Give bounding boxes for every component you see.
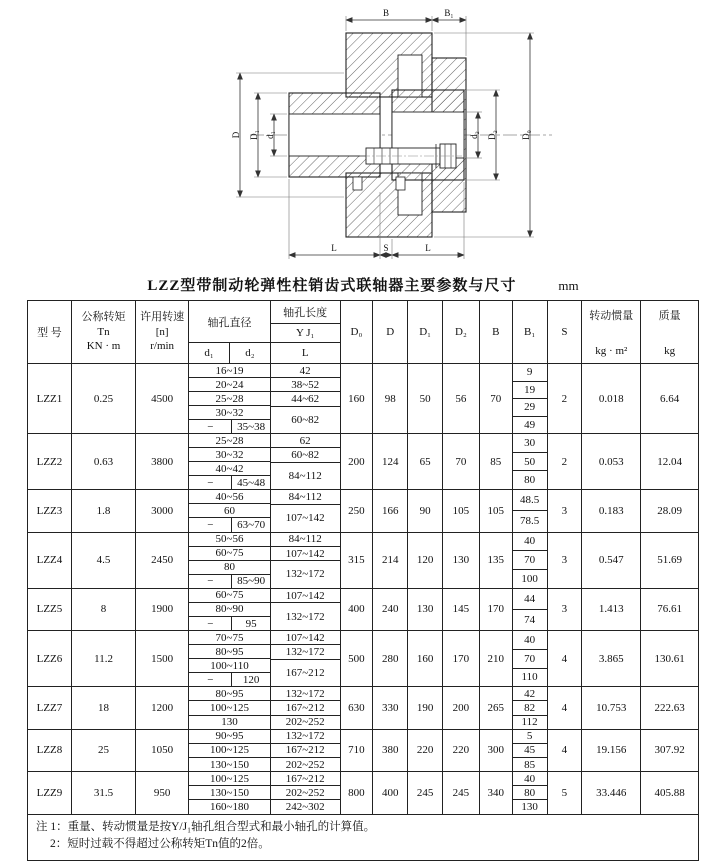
cell-D2: 130: [442, 533, 479, 588]
header-speed: [135, 301, 188, 363]
cell-B1-values: [512, 589, 547, 630]
table-row-lzz9: [28, 771, 698, 813]
note-2: 2：短时过载不得超过公称转矩Tn值的2倍。: [50, 838, 270, 851]
B1-value: 70: [513, 550, 547, 569]
cell-D0: 200: [340, 434, 373, 489]
length-range: 167~212: [271, 700, 340, 714]
bore-range: 80: [189, 560, 270, 574]
bore-d1-value: −: [207, 519, 214, 531]
cell-speed: 3000: [135, 490, 188, 531]
dim-B: B: [382, 8, 390, 18]
B1-value: 85: [513, 757, 547, 771]
cell-D1: 245: [407, 772, 442, 813]
cell-speed: 1900: [135, 589, 188, 630]
bore-range: 100~125: [189, 743, 270, 757]
table-notes: [28, 814, 698, 861]
B1-value: 50: [513, 452, 547, 471]
cell-B1-values: [512, 687, 547, 728]
length-range: 38~52: [271, 377, 340, 391]
header-L: L: [271, 342, 340, 363]
B1-value: 9: [526, 366, 533, 379]
cell-torque: 4.5: [71, 533, 135, 588]
cell-D1: 130: [407, 589, 442, 630]
dim-d2: d₂: [469, 131, 479, 139]
length-range: 107~142: [271, 546, 340, 560]
bore-range: 160~180: [189, 799, 270, 813]
cell-D2: 145: [442, 589, 479, 630]
bore-d1-value: −: [207, 476, 214, 489]
cell-S: 3: [547, 490, 582, 531]
bore-d2-value: 35~38: [231, 420, 269, 433]
header-torque-line3: KN · m: [86, 340, 121, 353]
length-range: 84~112: [288, 533, 322, 546]
bore-range-split: [189, 672, 270, 686]
cell-B1-values: [512, 730, 547, 771]
cell-B: 265: [479, 687, 512, 728]
cell-bore-lengths: [270, 631, 340, 686]
bore-range-split: [189, 517, 270, 531]
length-range: 202~252: [271, 757, 340, 771]
cell-bore-lengths: [270, 730, 340, 771]
bore-range: 16~19: [215, 364, 244, 377]
cell-S: 4: [547, 687, 582, 728]
cell-B: 300: [479, 730, 512, 771]
cell-D0: 800: [340, 772, 373, 813]
cell-D0: 250: [340, 490, 373, 531]
cell-torque: 18: [71, 687, 135, 728]
B1-value: 5: [526, 730, 533, 743]
cell-model: LZZ9: [36, 786, 63, 799]
dim-S: S: [383, 243, 389, 253]
cell-bore-diameters: [188, 434, 270, 489]
length-range: 42: [299, 364, 311, 377]
length-range: 84~112: [288, 490, 322, 503]
cell-speed: 1050: [135, 730, 188, 771]
cell-B: 135: [479, 533, 512, 588]
cell-torque: 11.2: [71, 631, 135, 686]
bore-range: 60: [189, 503, 270, 517]
cell-D2: 200: [442, 687, 479, 728]
cell-D0: 315: [340, 533, 373, 588]
cell-D1: 220: [407, 730, 442, 771]
header-d2: d₂: [229, 343, 270, 363]
cell-bore-lengths: [270, 589, 340, 630]
table-row-lzz7: [28, 686, 698, 728]
B1-value: 112: [513, 715, 547, 729]
length-range: 132~172: [285, 730, 325, 743]
coupling-drawing-svg: [0, 0, 726, 268]
bore-range-split: [189, 475, 270, 489]
header-d1: d₁: [204, 347, 214, 359]
cell-speed: 1200: [135, 687, 188, 728]
length-range: 167~212: [285, 772, 325, 785]
length-range: 167~212: [271, 659, 340, 687]
bore-range-split: [189, 574, 270, 588]
cell-D: 280: [372, 631, 407, 686]
cell-D1: 160: [407, 631, 442, 686]
B1-value: 80: [513, 785, 547, 799]
dim-L-right: L: [425, 243, 431, 253]
cell-torque: 31.5: [71, 772, 135, 813]
cell-B: 340: [479, 772, 512, 813]
cell-D1: 65: [407, 434, 442, 489]
bore-range: 60~75: [215, 589, 244, 602]
cell-model: LZZ5: [36, 603, 63, 616]
cell-D1: 90: [407, 490, 442, 531]
length-range: 60~82: [271, 447, 340, 461]
title-row: [0, 274, 726, 295]
cell-S: 5: [547, 772, 582, 813]
header-D: D: [372, 301, 407, 363]
cell-model: LZZ7: [36, 702, 63, 715]
dim-D0: D₀: [521, 130, 531, 140]
length-range: 84~112: [271, 462, 340, 490]
dim-D1: D₁: [249, 130, 259, 140]
cell-inertia: 10.753: [581, 687, 640, 728]
bore-range: 30~32: [189, 447, 270, 461]
cell-bore-lengths: [270, 364, 340, 433]
B1-value: 80: [513, 470, 547, 489]
bore-range-split: [189, 616, 270, 630]
bore-d2-value: 120: [231, 673, 269, 686]
B1-value: 74: [513, 609, 547, 630]
cell-D: 380: [372, 730, 407, 771]
cell-D2: 56: [442, 364, 479, 433]
cell-B1-values: [512, 772, 547, 813]
bore-range: 25~28: [215, 434, 244, 447]
header-D2: D₂: [442, 301, 479, 363]
unit-label: mm: [558, 278, 579, 293]
bore-range: 90~95: [215, 730, 244, 743]
cell-inertia: 0.018: [581, 364, 640, 433]
cell-B1-values: [512, 490, 547, 531]
length-range: 62: [299, 434, 311, 447]
bore-d1-value: −: [207, 617, 214, 630]
cell-inertia: 1.413: [581, 589, 640, 630]
B1-value: 70: [513, 649, 547, 668]
cell-torque: 0.63: [71, 434, 135, 489]
cell-inertia: 0.053: [581, 434, 640, 489]
cell-mass: 28.09: [640, 490, 698, 531]
cell-bore-diameters: [188, 589, 270, 630]
length-range: 107~142: [271, 504, 340, 532]
bore-d1-value: −: [207, 420, 214, 433]
bore-range: 30~32: [189, 405, 270, 419]
B1-value: 45: [513, 743, 547, 757]
cell-model: LZZ1: [36, 392, 63, 405]
bore-range: 80~90: [189, 602, 270, 616]
length-range: 132~172: [285, 687, 325, 700]
cell-bore-diameters: [188, 730, 270, 771]
length-range: 132~172: [271, 560, 340, 588]
cell-inertia: 0.547: [581, 533, 640, 588]
bore-range: 130~150: [189, 757, 270, 771]
bore-range: 40~42: [189, 461, 270, 475]
cell-D2: 70: [442, 434, 479, 489]
B1-value: 40: [524, 535, 536, 548]
cell-D0: 500: [340, 631, 373, 686]
cell-mass: 76.61: [640, 589, 698, 630]
header-mass: [640, 301, 698, 363]
B1-value: 19: [513, 381, 547, 399]
bore-range: 80~95: [215, 687, 244, 700]
cell-bore-diameters: [188, 364, 270, 433]
bore-d1-value: −: [207, 673, 214, 686]
B1-value: 49: [513, 416, 547, 434]
table-body: [28, 364, 698, 814]
cell-inertia: 19.156: [581, 730, 640, 771]
elastic-pin-bolt: [360, 144, 462, 168]
header-S: S: [547, 301, 582, 363]
cell-B: 170: [479, 589, 512, 630]
length-range: 107~142: [285, 631, 325, 644]
cell-model: LZZ4: [36, 554, 63, 567]
B1-value: 44: [524, 592, 536, 605]
header-mass-line1: 质量: [658, 310, 681, 322]
cell-mass: 130.61: [640, 631, 698, 686]
bore-range: 130~150: [189, 785, 270, 799]
cell-bore-diameters: [188, 772, 270, 813]
B1-value: 40: [524, 634, 536, 647]
length-range: 202~252: [271, 785, 340, 799]
B1-value: 78.5: [513, 510, 547, 531]
cell-S: 4: [547, 631, 582, 686]
cell-B: 210: [479, 631, 512, 686]
cell-B1-values: [512, 631, 547, 686]
dim-d1: d₁: [265, 131, 275, 139]
cell-mass: 51.69: [640, 533, 698, 588]
length-range: 132~172: [271, 644, 340, 658]
cell-mass: 222.63: [640, 687, 698, 728]
header-model: 型 号: [37, 327, 62, 339]
cell-bore-lengths: [270, 772, 340, 813]
bore-range: 70~75: [215, 631, 244, 644]
length-range: 167~212: [271, 743, 340, 757]
bore-range-split: [189, 419, 270, 433]
bore-d1-value: −: [207, 575, 214, 588]
cell-B: 105: [479, 490, 512, 531]
table-row-lzz3: [28, 489, 698, 531]
cell-D: 240: [372, 589, 407, 630]
cell-bore-diameters: [188, 490, 270, 531]
header-bore-diameter: [188, 301, 270, 363]
bore-range: 60~75: [189, 546, 270, 560]
cell-D: 400: [372, 772, 407, 813]
cell-inertia: 33.446: [581, 772, 640, 813]
bore-d2-value: 95: [231, 617, 269, 630]
cell-D0: 630: [340, 687, 373, 728]
bore-range: 100~125: [210, 772, 249, 785]
cell-S: 2: [547, 434, 582, 489]
B1-value: 29: [513, 398, 547, 416]
header-torque-line1: 公称转矩: [81, 310, 126, 323]
B1-value: 110: [513, 668, 547, 687]
bore-d2-value: 63~70: [231, 518, 269, 531]
cell-bore-lengths: [270, 533, 340, 588]
cell-model: LZZ3: [36, 504, 63, 517]
length-range: 107~142: [285, 589, 325, 602]
cell-B: 70: [479, 364, 512, 433]
cell-speed: 950: [135, 772, 188, 813]
table-row-lzz2: [28, 433, 698, 489]
header-D1: D₁: [407, 301, 442, 363]
bore-range: 20~24: [189, 377, 270, 391]
cell-D1: 50: [407, 364, 442, 433]
cell-D0: 400: [340, 589, 373, 630]
header-speed-line3: r/min: [150, 340, 175, 353]
cell-D: 124: [372, 434, 407, 489]
cell-D2: 220: [442, 730, 479, 771]
cell-D: 166: [372, 490, 407, 531]
table-row-lzz8: [28, 729, 698, 771]
header-mass-line2: kg: [664, 345, 676, 357]
header-speed-line2: [n]: [155, 325, 169, 338]
cell-mass: 307.92: [640, 730, 698, 771]
header-D0: D₀: [340, 301, 373, 363]
note-1: 注 1：重量、转动惯量是按Y/J₁轴孔组合型式和最小轴孔的计算值。: [36, 820, 376, 833]
header-yj: Y J₁: [271, 323, 340, 342]
table-row-lzz1: [28, 364, 698, 433]
cell-B1-values: [512, 533, 547, 588]
cell-mass: 405.88: [640, 772, 698, 813]
B1-value: 130: [513, 799, 547, 813]
cell-B1-values: [512, 434, 547, 489]
bore-range: 130: [189, 715, 270, 729]
cell-inertia: 0.183: [581, 490, 640, 531]
header-bore-dia-label: 轴孔直径: [207, 316, 252, 329]
header-speed-line1: 许用转速: [140, 310, 185, 323]
cell-B1-values: [512, 364, 547, 433]
cell-bore-diameters: [188, 631, 270, 686]
table-row-lzz4: [28, 532, 698, 588]
cell-D0: 160: [340, 364, 373, 433]
cell-D0: 710: [340, 730, 373, 771]
length-range: 44~62: [271, 391, 340, 405]
header-bore-length: [270, 301, 340, 363]
dim-D: D: [231, 131, 241, 139]
header-bore-len-label: 轴孔长度: [283, 307, 328, 319]
cell-torque: 8: [71, 589, 135, 630]
dim-B1: B₁: [444, 8, 454, 18]
cell-D: 214: [372, 533, 407, 588]
header-B: B: [479, 301, 512, 363]
cell-mass: 12.04: [640, 434, 698, 489]
B1-value: 48.5: [519, 494, 540, 507]
cell-D2: 170: [442, 631, 479, 686]
cell-torque: 0.25: [71, 364, 135, 433]
cell-torque: 25: [71, 730, 135, 771]
cell-S: 4: [547, 730, 582, 771]
cell-D: 98: [372, 364, 407, 433]
header-inertia: [581, 301, 640, 363]
cell-speed: 4500: [135, 364, 188, 433]
bore-range: 25~28: [189, 391, 270, 405]
coupling-section-drawing: [0, 0, 726, 268]
header-torque-line2: Tn: [97, 325, 110, 338]
cell-D2: 245: [442, 772, 479, 813]
bore-range: 40~56: [215, 490, 244, 503]
table-row-lzz5: [28, 588, 698, 630]
cell-bore-lengths: [270, 490, 340, 531]
table-header: [28, 301, 698, 364]
cell-bore-diameters: [188, 687, 270, 728]
length-range: 202~252: [271, 715, 340, 729]
bore-d2-value: 45~48: [231, 476, 269, 489]
cell-speed: 3800: [135, 434, 188, 489]
cell-D: 330: [372, 687, 407, 728]
cell-bore-lengths: [270, 434, 340, 489]
header-inertia-line1: 转动惯量: [589, 310, 634, 322]
header-B1: B₁: [512, 301, 547, 363]
length-range: 60~82: [271, 406, 340, 433]
dim-L-left: L: [331, 243, 337, 253]
page-title: LZZ型带制动轮弹性柱销齿式联轴器主要参数与尺寸: [147, 278, 517, 294]
header-inertia-line2: kg · m²: [595, 345, 628, 357]
B1-value: 82: [513, 700, 547, 714]
cell-S: 3: [547, 533, 582, 588]
cell-model: LZZ2: [36, 455, 63, 468]
B1-value: 30: [524, 436, 536, 449]
cell-model: LZZ6: [36, 652, 63, 665]
cell-bore-lengths: [270, 687, 340, 728]
dim-D2: D₂: [487, 130, 497, 140]
cell-D2: 105: [442, 490, 479, 531]
cell-model: LZZ8: [36, 744, 63, 757]
B1-value: 100: [513, 569, 547, 588]
cell-mass: 6.64: [640, 364, 698, 433]
cell-speed: 2450: [135, 533, 188, 588]
cell-inertia: 3.865: [581, 631, 640, 686]
cell-D1: 120: [407, 533, 442, 588]
bore-range: 100~125: [189, 700, 270, 714]
length-range: 132~172: [271, 602, 340, 630]
cell-S: 3: [547, 589, 582, 630]
header-torque: [71, 301, 135, 363]
cell-S: 2: [547, 364, 582, 433]
B1-value: 40: [524, 772, 536, 785]
cell-torque: 1.8: [71, 490, 135, 531]
bore-range: 80~95: [189, 644, 270, 658]
parameter-table: [27, 300, 699, 861]
bore-range: 100~110: [189, 658, 270, 672]
cell-speed: 1500: [135, 631, 188, 686]
bore-d2-value: 85~90: [231, 575, 269, 588]
table-row-lzz6: [28, 630, 698, 686]
length-range: 242~302: [271, 799, 340, 813]
cell-D1: 190: [407, 687, 442, 728]
bore-range: 50~56: [215, 533, 244, 546]
B1-value: 42: [524, 687, 536, 700]
cell-bore-diameters: [188, 533, 270, 588]
cell-B: 85: [479, 434, 512, 489]
